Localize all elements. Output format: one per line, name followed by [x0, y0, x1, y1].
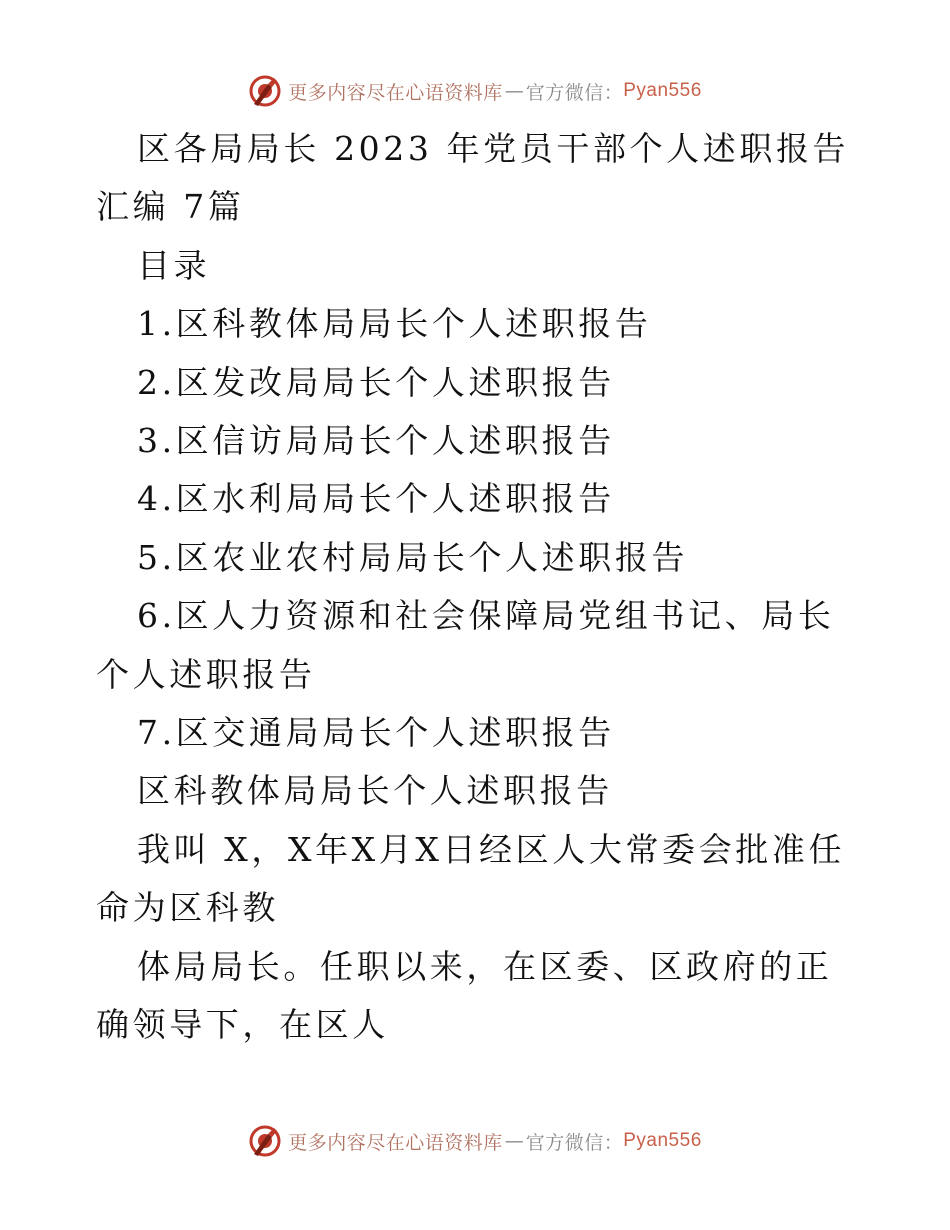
toc-item: 1.区科教体局局长个人述职报告 — [137, 304, 652, 344]
pen-logo-icon — [248, 74, 282, 108]
watermark-dash: — — [504, 1130, 524, 1152]
watermark-text: 更多内容尽在心语资料库 — [288, 1131, 503, 1154]
watermark-wechat-id: Pyan556 — [623, 1130, 702, 1151]
watermark-wechat-id: Pyan556 — [623, 80, 702, 101]
watermark-wechat-label: 官方微信： — [525, 81, 624, 104]
document-body — [96, 120, 856, 1055]
watermark-footer — [0, 1124, 950, 1158]
watermark-header — [0, 74, 950, 108]
section-title: 区科教体局局长个人述职报告 — [137, 771, 613, 811]
toc-item: 7.区交通局局长个人述职报告 — [137, 713, 615, 753]
toc-heading: 目录 — [137, 245, 211, 285]
body-paragraph: 我叫 X，X年X月X日经区人大常委会批准任命为区科教 — [96, 829, 846, 928]
watermark-text: 更多内容尽在心语资料库 — [288, 81, 503, 104]
toc-item: 4.区水利局局长个人述职报告 — [137, 479, 615, 519]
toc-item: 3.区信访局局长个人述职报告 — [137, 421, 615, 461]
toc-item: 6.区人力资源和社会保障局党组书记、局长个人述职报告 — [96, 596, 835, 694]
pen-logo-icon — [248, 1124, 282, 1158]
document-title: 区各局局长 2023 年党员干部个人述职报告汇编 7篇 — [96, 129, 850, 227]
watermark-wechat-label: 官方微信： — [525, 1131, 624, 1154]
watermark-dash: — — [504, 80, 524, 102]
toc-item: 2.区发改局局长个人述职报告 — [137, 362, 615, 402]
body-paragraph: 体局局长。任职以来，在区委、区政府的正确领导下，在区人 — [96, 946, 833, 1045]
toc-item: 5.区农业农村局局长个人述职报告 — [137, 537, 689, 577]
